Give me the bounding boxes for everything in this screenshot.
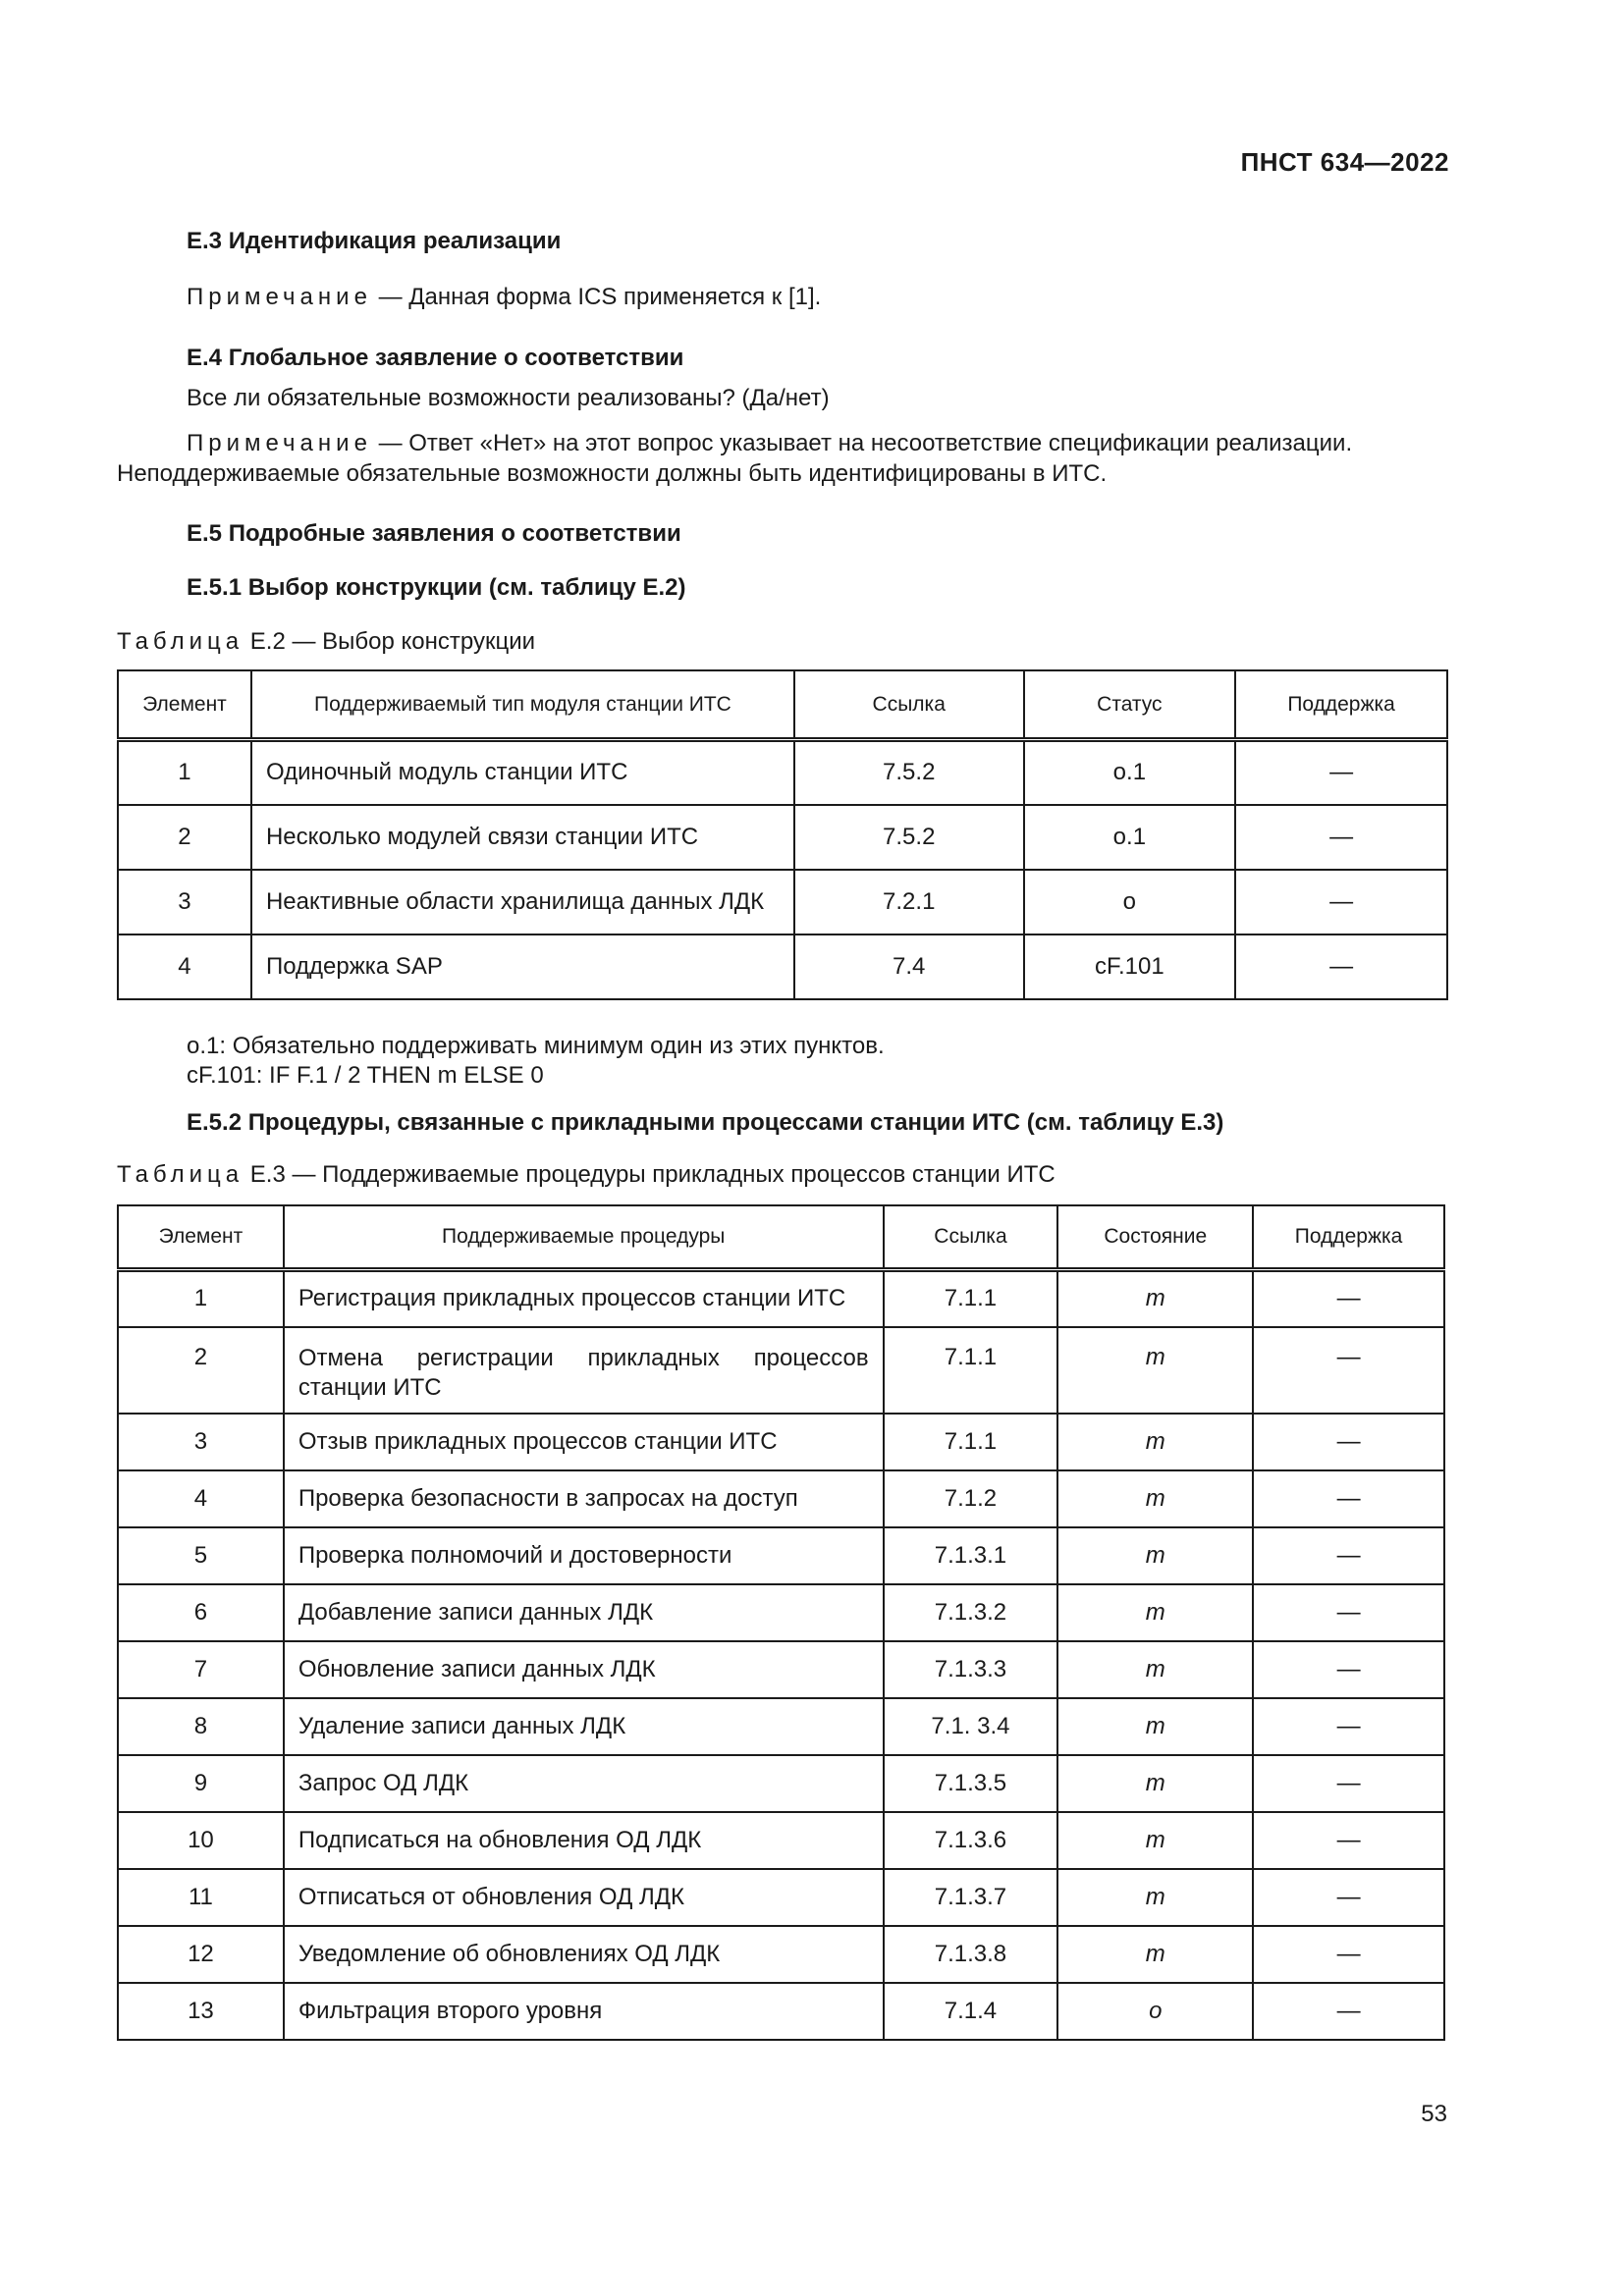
cell-name: Проверка безопасности в запросах на доступ bbox=[284, 1470, 884, 1527]
table-row bbox=[118, 1270, 1444, 1327]
header-state: Состояние bbox=[1057, 1205, 1253, 1270]
table-row bbox=[118, 1869, 1444, 1926]
cell-name: Добавление записи данных ЛДК bbox=[284, 1584, 884, 1641]
heading-e4: Е.4 Глобальное заявление о соответствии bbox=[187, 345, 684, 371]
header-module-type: Поддерживаемый тип модуля станции ИТС bbox=[251, 670, 794, 740]
cell-reference: 7.5.2 bbox=[794, 805, 1024, 870]
cell-status: о.1 bbox=[1024, 805, 1236, 870]
cell-state: m bbox=[1057, 1698, 1253, 1755]
cell-support: — bbox=[1253, 1698, 1444, 1755]
cell-support: — bbox=[1253, 1983, 1444, 2040]
header-support: Поддержка bbox=[1253, 1205, 1444, 1270]
cell-state: m bbox=[1057, 1327, 1253, 1414]
cell-state: m bbox=[1057, 1414, 1253, 1470]
cell-state: o bbox=[1057, 1983, 1253, 2040]
cell-name: Обновление записи данных ЛДК bbox=[284, 1641, 884, 1698]
cell-reference: 7.4 bbox=[794, 934, 1024, 999]
cell-name: Регистрация прикладных процессов станции ИТС bbox=[284, 1270, 884, 1327]
page-number: 53 bbox=[1421, 2101, 1447, 2127]
table-header-row bbox=[118, 1205, 1444, 1270]
table-row bbox=[118, 1755, 1444, 1812]
table-row bbox=[118, 805, 1447, 870]
caption-label: Таблица bbox=[117, 1161, 244, 1188]
cell-name: Уведомление об обновлениях ОД ЛДК bbox=[284, 1926, 884, 1983]
cell-support: — bbox=[1235, 740, 1447, 805]
header-support: Поддержка bbox=[1235, 670, 1447, 740]
caption-text: Е.3 — Поддерживаемые процедуры прикладных процессов станции ИТС bbox=[244, 1161, 1056, 1188]
cell-state: m bbox=[1057, 1926, 1253, 1983]
note-label: Примечание bbox=[187, 430, 372, 456]
cell-state: m bbox=[1057, 1584, 1253, 1641]
cell-reference: 7.1.1 bbox=[884, 1270, 1058, 1327]
cell-support: — bbox=[1253, 1755, 1444, 1812]
cell-reference: 7.1.2 bbox=[884, 1470, 1058, 1527]
cell-element: 9 bbox=[118, 1755, 284, 1812]
heading-e51: Е.5.1 Выбор конструкции (см. таблицу Е.2) bbox=[187, 574, 686, 601]
cell-support: — bbox=[1253, 1470, 1444, 1527]
cell-status: о.1 bbox=[1024, 740, 1236, 805]
header-reference: Ссылка bbox=[794, 670, 1024, 740]
cell-support: — bbox=[1253, 1869, 1444, 1926]
cell-state: m bbox=[1057, 1270, 1253, 1327]
note-text: — Данная форма ICS применяется к [1]. bbox=[371, 284, 822, 310]
cell-reference: 7.1.3.7 bbox=[884, 1869, 1058, 1926]
table-row bbox=[118, 1983, 1444, 2040]
note-e4-line-1 bbox=[187, 428, 1352, 458]
table-row bbox=[118, 1926, 1444, 1983]
cell-state: m bbox=[1057, 1869, 1253, 1926]
cell-support: — bbox=[1253, 1327, 1444, 1414]
cell-name: Отзыв прикладных процессов станции ИТС bbox=[284, 1414, 884, 1470]
cell-state: m bbox=[1057, 1470, 1253, 1527]
cell-name: Несколько модулей связи станции ИТС bbox=[251, 805, 794, 870]
note-text: — Ответ «Нет» на этот вопрос указывает на несоответствие спецификации реализации. bbox=[371, 430, 1353, 456]
cell-element: 4 bbox=[118, 1470, 284, 1527]
cell-support: — bbox=[1253, 1812, 1444, 1869]
caption-label: Таблица bbox=[117, 628, 244, 655]
cell-state: m bbox=[1057, 1527, 1253, 1584]
cell-name: Одиночный модуль станции ИТС bbox=[251, 740, 794, 805]
cell-element: 2 bbox=[118, 1327, 284, 1414]
table-e2-footnote-2: cF.101: IF F.1 / 2 THEN m ELSE 0 bbox=[187, 1062, 544, 1089]
cell-element: 10 bbox=[118, 1812, 284, 1869]
cell-element: 3 bbox=[118, 1414, 284, 1470]
cell-element: 6 bbox=[118, 1584, 284, 1641]
cell-name: Поддержка SAP bbox=[251, 934, 794, 999]
cell-element: 2 bbox=[118, 805, 251, 870]
cell-support: — bbox=[1253, 1641, 1444, 1698]
cell-reference: 7.1. 3.4 bbox=[884, 1698, 1058, 1755]
table-row bbox=[118, 1414, 1444, 1470]
cell-reference: 7.1.4 bbox=[884, 1983, 1058, 2040]
question-e4: Все ли обязательные возможности реализованы? (Да/нет) bbox=[187, 385, 830, 411]
cell-support: — bbox=[1253, 1527, 1444, 1584]
table-e3 bbox=[117, 1204, 1445, 2041]
cell-reference: 7.1.3.1 bbox=[884, 1527, 1058, 1584]
cell-name: Фильтрация второго уровня bbox=[284, 1983, 884, 2040]
cell-state: m bbox=[1057, 1641, 1253, 1698]
cell-name: Запрос ОД ЛДК bbox=[284, 1755, 884, 1812]
cell-state: m bbox=[1057, 1755, 1253, 1812]
table-row bbox=[118, 1327, 1444, 1414]
cell-reference: 7.5.2 bbox=[794, 740, 1024, 805]
cell-support: — bbox=[1235, 805, 1447, 870]
cell-element: 12 bbox=[118, 1926, 284, 1983]
cell-support: — bbox=[1253, 1584, 1444, 1641]
note-label: Примечание bbox=[187, 284, 372, 310]
caption-text: Е.2 — Выбор конструкции bbox=[244, 628, 536, 655]
cell-support: — bbox=[1253, 1926, 1444, 1983]
cell-name: Неактивные области хранилища данных ЛДК bbox=[251, 870, 794, 934]
table-row bbox=[118, 934, 1447, 999]
cell-name: Проверка полномочий и достоверности bbox=[284, 1527, 884, 1584]
table-row bbox=[118, 1812, 1444, 1869]
header-procedures: Поддерживаемые процедуры bbox=[284, 1205, 884, 1270]
heading-e52: Е.5.2 Процедуры, связанные с прикладными процессами станции ИТС (см. таблицу Е.3) bbox=[187, 1109, 1224, 1136]
header-element: Элемент bbox=[118, 1205, 284, 1270]
table-e2 bbox=[117, 669, 1448, 1000]
heading-e3: Е.3 Идентификация реализации bbox=[187, 228, 562, 254]
header-reference: Ссылка bbox=[884, 1205, 1058, 1270]
cell-element: 5 bbox=[118, 1527, 284, 1584]
table-e2-caption bbox=[117, 628, 535, 656]
cell-reference: 7.2.1 bbox=[794, 870, 1024, 934]
cell-element: 13 bbox=[118, 1983, 284, 2040]
cell-support: — bbox=[1253, 1270, 1444, 1327]
cell-name: Отписаться от обновления ОД ЛДК bbox=[284, 1869, 884, 1926]
cell-reference: 7.1.1 bbox=[884, 1414, 1058, 1470]
cell-name: Подписаться на обновления ОД ЛДК bbox=[284, 1812, 884, 1869]
cell-reference: 7.1.1 bbox=[884, 1327, 1058, 1414]
note-e4-line-2: Неподдерживаемые обязательные возможности должны быть идентифицированы в ИТС. bbox=[117, 460, 1108, 487]
cell-state: m bbox=[1057, 1812, 1253, 1869]
cell-support: — bbox=[1235, 934, 1447, 999]
cell-reference: 7.1.3.5 bbox=[884, 1755, 1058, 1812]
table-e2-footnote-1: о.1: Обязательно поддерживать минимум один из этих пунктов. bbox=[187, 1033, 885, 1059]
cell-element: 1 bbox=[118, 740, 251, 805]
cell-support: — bbox=[1253, 1414, 1444, 1470]
table-e3-caption bbox=[117, 1161, 1056, 1189]
cell-element: 11 bbox=[118, 1869, 284, 1926]
cell-element: 1 bbox=[118, 1270, 284, 1327]
cell-reference: 7.1.3.2 bbox=[884, 1584, 1058, 1641]
cell-support: — bbox=[1235, 870, 1447, 934]
table-row bbox=[118, 1698, 1444, 1755]
header-status: Статус bbox=[1024, 670, 1236, 740]
document-code: ПНСТ 634—2022 bbox=[1240, 147, 1449, 177]
cell-status: cF.101 bbox=[1024, 934, 1236, 999]
cell-element: 4 bbox=[118, 934, 251, 999]
table-row bbox=[118, 740, 1447, 805]
table-row bbox=[118, 1527, 1444, 1584]
note-e3 bbox=[187, 282, 821, 312]
cell-reference: 7.1.3.6 bbox=[884, 1812, 1058, 1869]
cell-status: о bbox=[1024, 870, 1236, 934]
cell-element: 3 bbox=[118, 870, 251, 934]
cell-name: Удаление записи данных ЛДК bbox=[284, 1698, 884, 1755]
table-row bbox=[118, 1641, 1444, 1698]
table-row bbox=[118, 1584, 1444, 1641]
cell-name: Отмена регистрации прикладных процессов станции ИТС bbox=[284, 1327, 884, 1414]
table-header-row bbox=[118, 670, 1447, 740]
cell-reference: 7.1.3.8 bbox=[884, 1926, 1058, 1983]
cell-reference: 7.1.3.3 bbox=[884, 1641, 1058, 1698]
table-row bbox=[118, 1470, 1444, 1527]
cell-element: 8 bbox=[118, 1698, 284, 1755]
table-row bbox=[118, 870, 1447, 934]
heading-e5: Е.5 Подробные заявления о соответствии bbox=[187, 520, 681, 547]
cell-element: 7 bbox=[118, 1641, 284, 1698]
header-element: Элемент bbox=[118, 670, 251, 740]
